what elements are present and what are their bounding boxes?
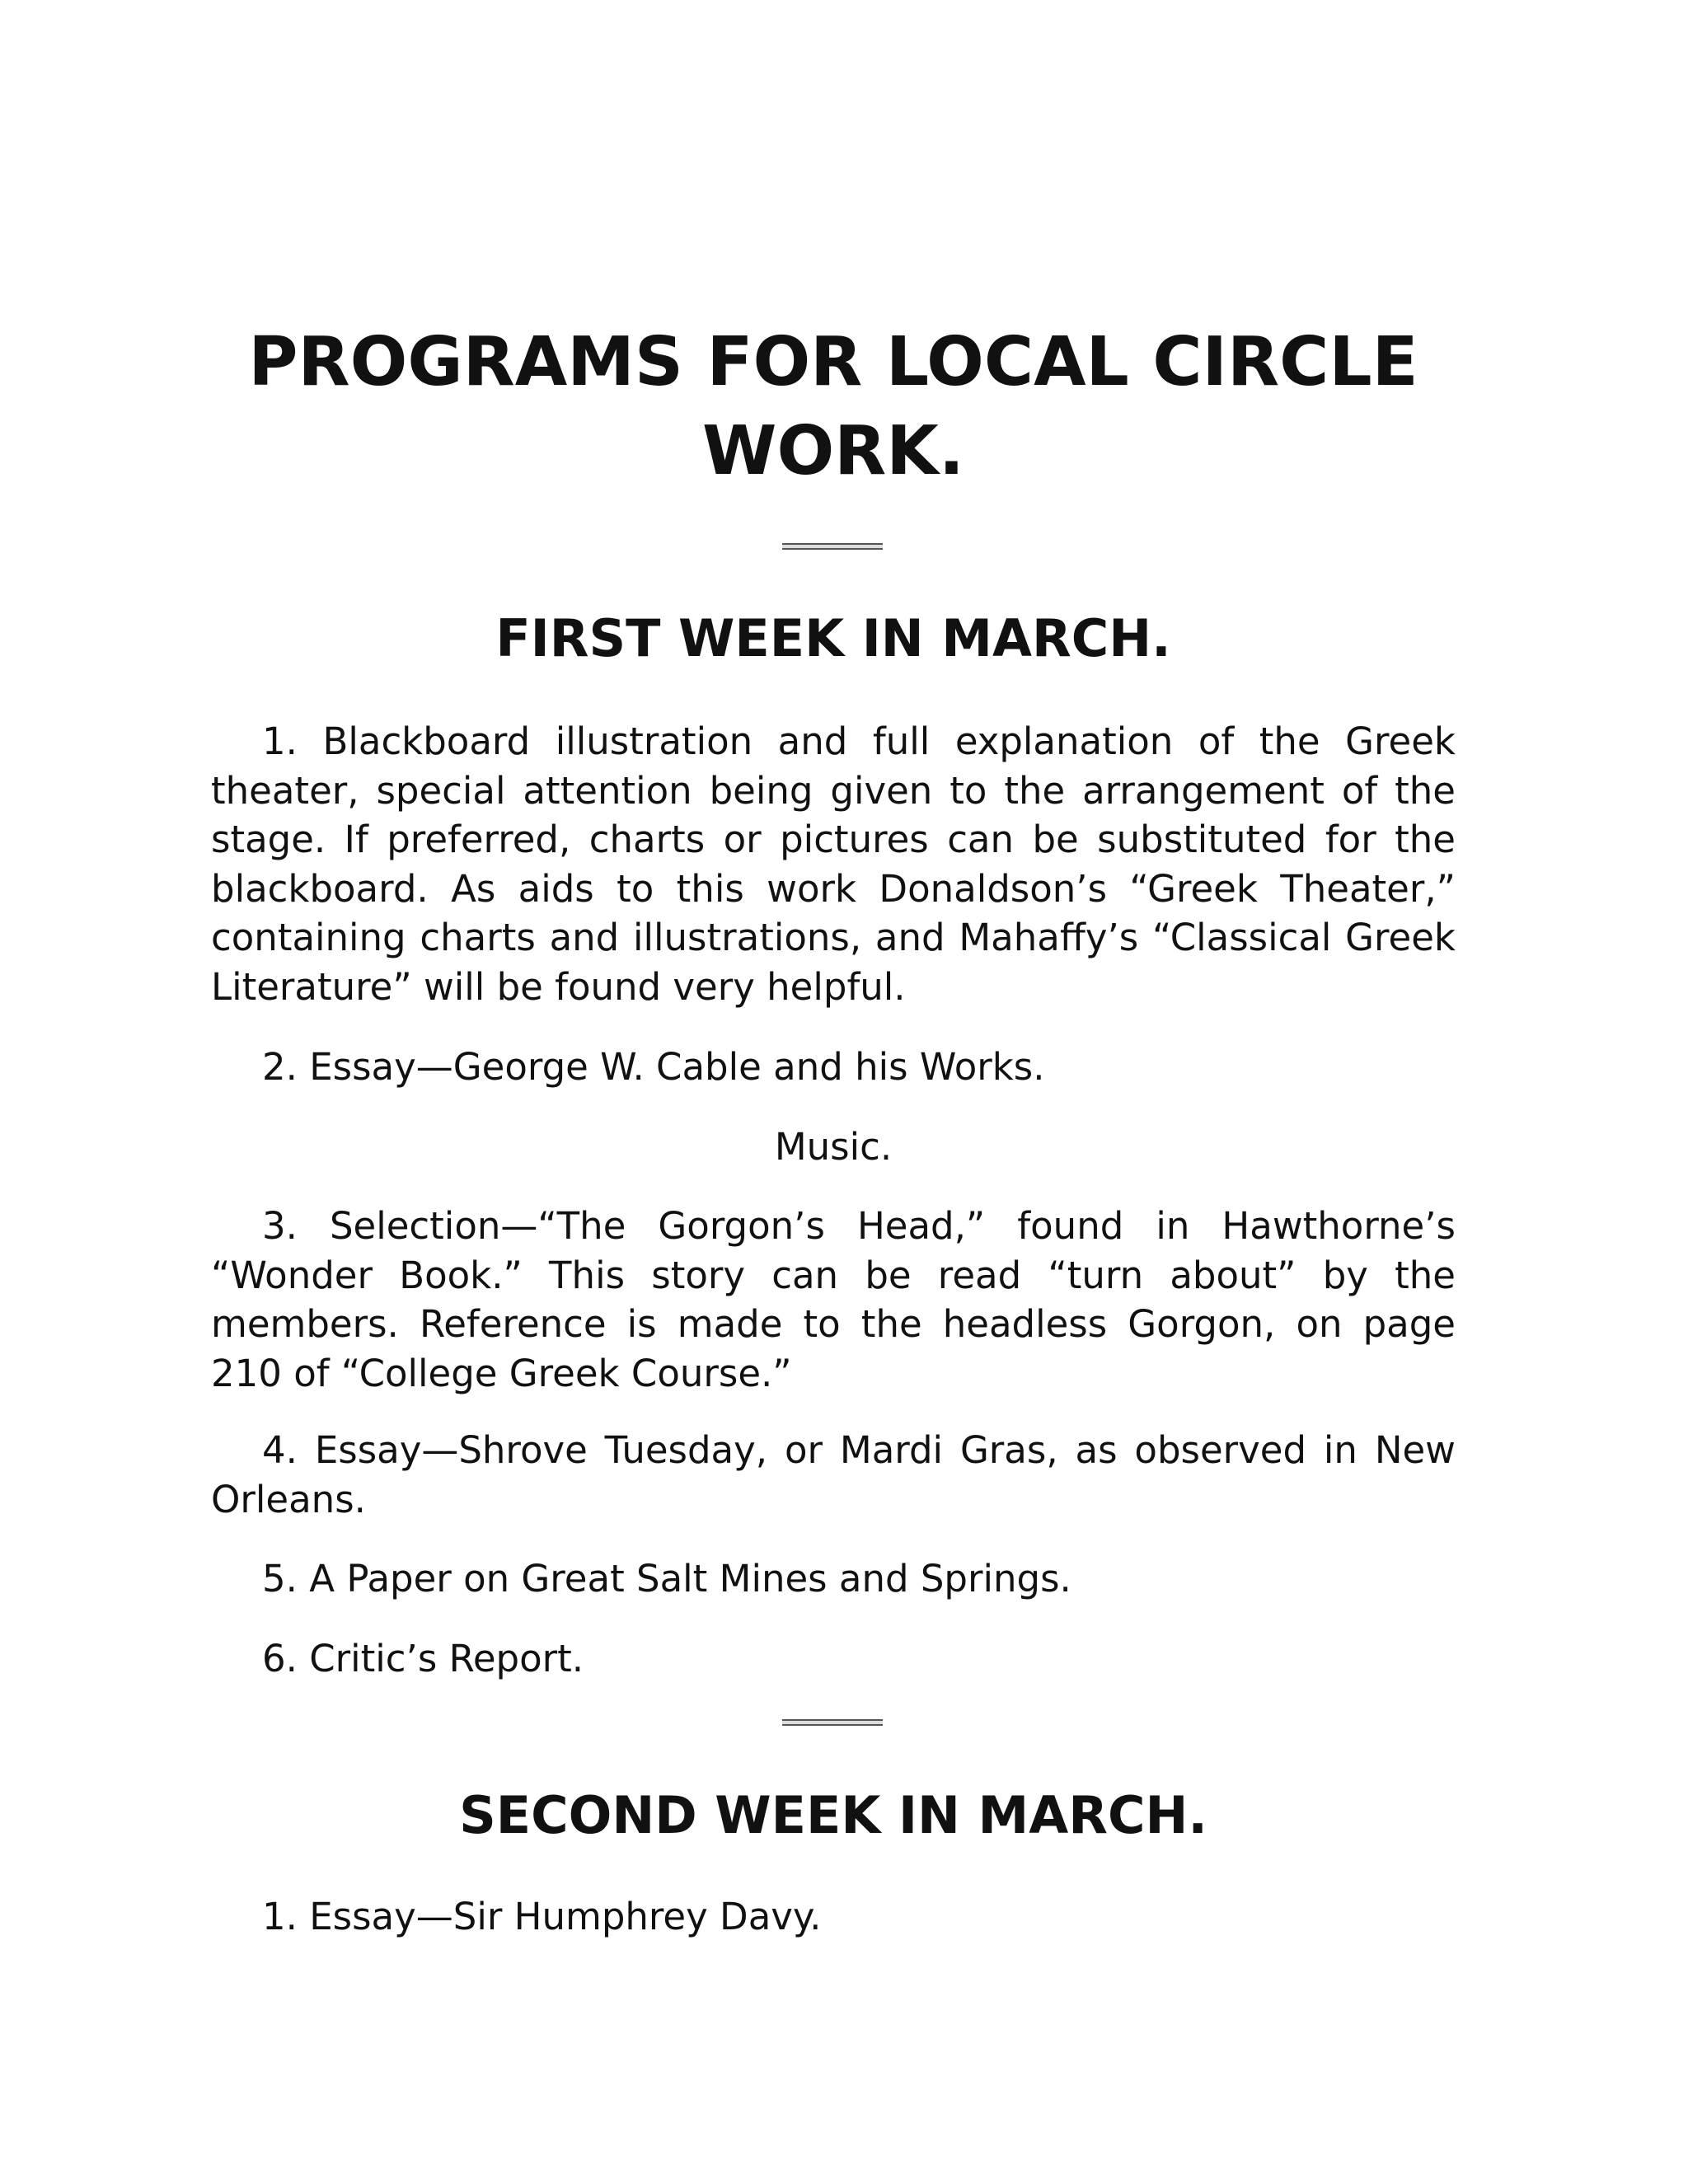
page-title: PROGRAMS FOR LOCAL CIRCLE WORK. [248, 323, 1418, 490]
music-interlude: Music. [774, 1125, 893, 1169]
section-divider [782, 543, 883, 550]
section-heading-first-week: FIRST WEEK IN MARCH. [495, 608, 1171, 668]
program-item: 6. Critic’s Report. [262, 1637, 584, 1680]
program-item: 1. Essay—Sir Humphrey Davy. [262, 1895, 822, 1938]
program-item: 3. Selection—“The Gorgon’s Head,” found in Hawthorne’s “Wonder Book.” This story can be read “turn about” by the members. Reference is made to the headless Gorgon, on page 210 of “College Greek Course.” [211, 1204, 1456, 1395]
program-item: 4. Essay—Shrove Tuesday, or Mardi Gras, as observed in New Orleans. [211, 1428, 1456, 1521]
program-item: 2. Essay—George W. Cable and his Works. [262, 1045, 1045, 1089]
section-heading-second-week: SECOND WEEK IN MARCH. [459, 1785, 1207, 1845]
program-item: 1. Blackboard illustration and full explanation of the Greek theater, special attention being given to the arrangement of the stage. If preferred, charts or pictures can be substituted for the blackboard. As aids to this work Donaldson’s “Greek Theater,” containing charts and illustrations, and Mahaffy’s “Classical Greek Literature” will be found very helpful. [211, 719, 1456, 1009]
program-item: 5. A Paper on Great Salt Mines and Springs. [262, 1557, 1071, 1601]
section-divider [782, 1719, 883, 1726]
